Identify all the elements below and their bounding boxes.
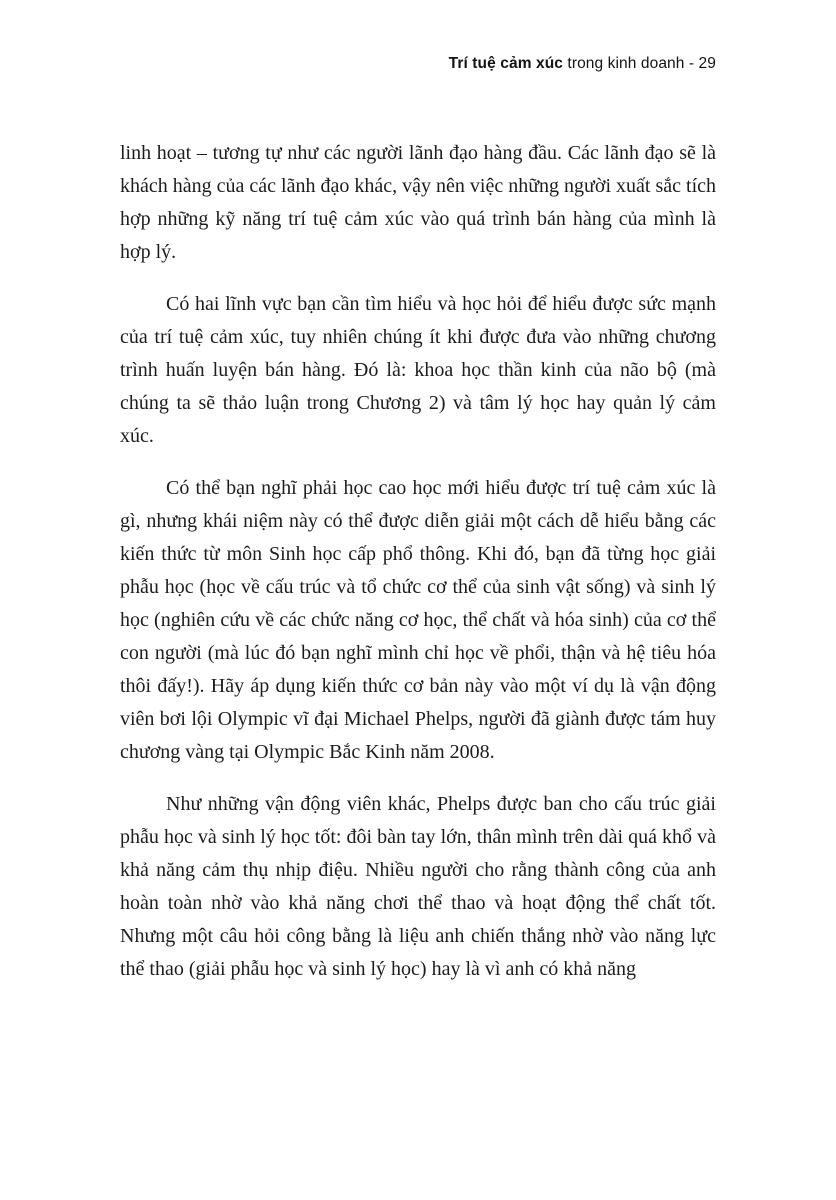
running-header	[120, 55, 716, 73]
running-header-book-title: Trí tuệ cảm xúc	[448, 55, 563, 72]
body-text	[120, 137, 716, 986]
paragraph-2: Có hai lĩnh vực bạn cần tìm hiểu và học hỏi để hiểu được sức mạnh của trí tuệ cảm xúc, tuy nhiên chúng ít khi được đưa vào những chương trình huấn luyện bán hàng. Đó là: khoa học thần kinh của não bộ (mà chúng ta sẽ thảo luận trong Chương 2) và tâm lý học hay quản lý cảm xúc.	[120, 293, 716, 447]
paragraph-3: Có thể bạn nghĩ phải học cao học mới hiểu được trí tuệ cảm xúc là gì, nhưng khái niệm này có thể được diễn giải một cách dễ hiểu bằng các kiến thức từ môn Sinh học cấp phổ thông. Khi đó, bạn đã từng học giải phẫu học (học về cấu trúc và tổ chức cơ thể của sinh vật sống) và sinh lý học (nghiên cứu về các chức năng cơ học, thể chất và hóa sinh) của cơ thể con người (mà lúc đó bạn nghĩ mình chỉ học về phổi, thận và hệ tiêu hóa thôi đấy!). Hãy áp dụng kiến thức cơ bản này vào một ví dụ là vận động viên bơi lội Olympic vĩ đại Michael Phelps, người đã giành được tám huy chương vàng tại Olympic Bắc Kinh năm 2008.	[120, 477, 716, 763]
paragraph-4: Như những vận động viên khác, Phelps được ban cho cấu trúc giải phẫu học và sinh lý học tốt: đôi bàn tay lớn, thân mình trên dài quá khổ và khả năng cảm thụ nhịp điệu. Nhiều người cho rằng thành công của anh hoàn toàn nhờ vào khả năng chơi thể thao và hoạt động thể chất tốt. Nhưng một câu hỏi công bằng là liệu anh chiến thắng nhờ vào năng lực thể thao (giải phẫu học và sinh lý học) hay là vì anh có khả năng	[120, 793, 716, 980]
running-header-chapter-page: trong kinh doanh - 29	[563, 55, 716, 72]
paragraph-1: linh hoạt – tương tự như các người lãnh đạo hàng đầu. Các lãnh đạo sẽ là khách hàng của các lãnh đạo khác, vậy nên việc những người xuất sắc tích hợp những kỹ năng trí tuệ cảm xúc vào quá trình bán hàng của mình là hợp lý.	[120, 142, 716, 263]
text-block	[120, 55, 716, 986]
